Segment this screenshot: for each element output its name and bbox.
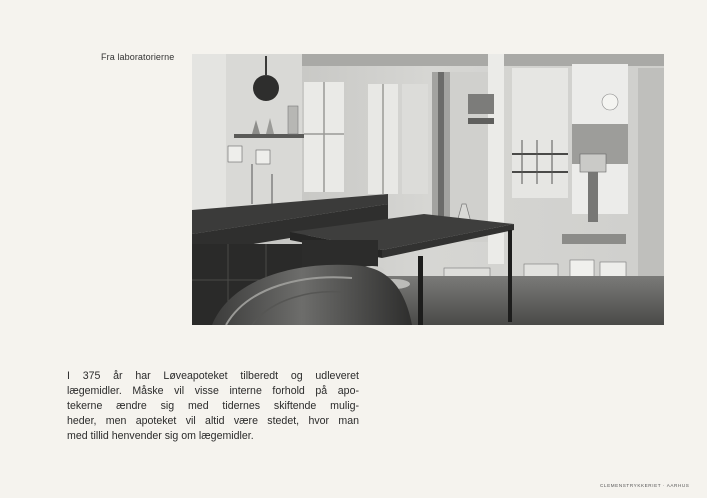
paragraph-line: med tillid henvender sig om lægemidler. — [67, 430, 254, 442]
laboratory-photo — [192, 54, 664, 325]
paragraph-line: I 375 år har Løveapoteket tilberedt og udleveret — [67, 370, 359, 382]
paragraph-line: lægemidler. Måske vil visse interne forhold på apo- — [67, 385, 359, 397]
body-paragraph — [67, 369, 359, 444]
paragraph-line: tekerne ændre sig med tidernes skiftende mulig- — [67, 400, 359, 412]
photo-caption: Fra laboratorierne — [101, 52, 175, 62]
printer-credit: CLEMENSTRYKKERIET · AARHUS — [600, 483, 690, 488]
laboratory-photo-drawing — [192, 54, 664, 325]
paragraph-line: heder, men apoteket vil altid være stedet, hvor man — [67, 415, 359, 427]
